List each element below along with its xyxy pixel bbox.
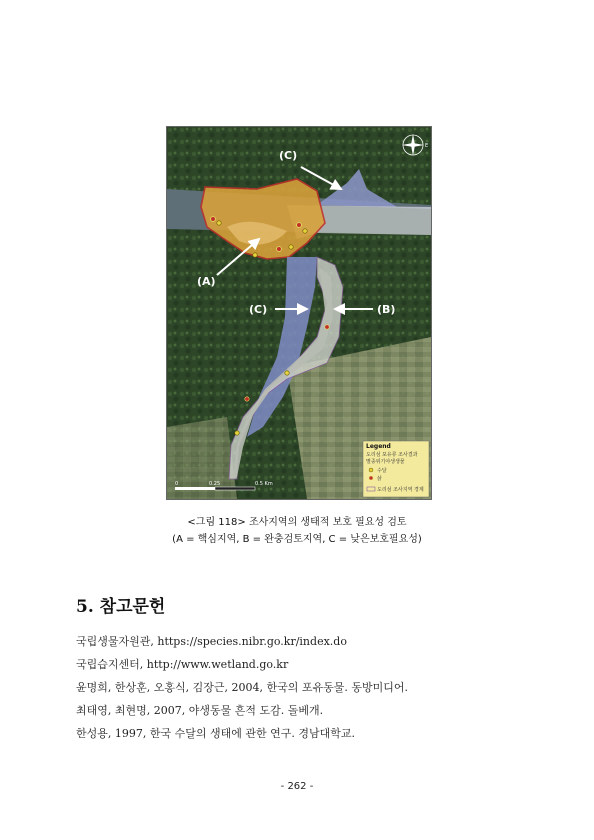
figure-caption-legend: (A = 핵심지역, B = 완충검토지역, C = 낮은보호필요성) — [172, 534, 422, 545]
reference-item: 한성용, 1997, 한국 수달의 생태에 관한 연구. 경남대학교. — [76, 727, 355, 740]
reference-item: 최태영, 최현명, 2007, 야생동물 흔적 도감. 돌베개. — [76, 704, 324, 717]
map-label-c-top: (C) — [279, 149, 298, 162]
reference-item: 국립습지센터, http://www.wetland.go.kr — [76, 658, 289, 671]
map-label-c-middle: (C) — [249, 303, 268, 316]
map-legend — [363, 441, 429, 497]
section-title: 5. 참고문헌 — [76, 597, 166, 617]
map-label-b: (B) — [377, 303, 396, 316]
reference-item: 국립생물자원관, https://species.nibr.go.kr/index.do — [76, 635, 347, 648]
legend-item1: 수달 — [377, 468, 387, 474]
page-number: - 262 - — [280, 781, 314, 792]
reference-item: 윤명희, 한상훈, 오홍식, 김장근, 2004, 한국의 포유동물. 동방미디어. — [76, 681, 408, 694]
scale-label-mid: 0.25 — [209, 481, 221, 487]
map-figure — [166, 126, 432, 500]
scale-label-end: 0.5 Km — [255, 481, 273, 487]
legend-title: Legend — [366, 443, 391, 450]
legend-line1: 도리섬 포유류 조사결과 — [366, 452, 418, 458]
legend-line2: 멸종위기야생생물 — [366, 459, 405, 465]
legend-item3: 도리섬 조사지역 경계 — [377, 487, 424, 493]
reference-list — [76, 636, 408, 751]
compass-letter: E — [425, 143, 429, 149]
legend-item2: 삵 — [377, 476, 382, 482]
figure-caption: <그림 118> 조사지역의 생태적 보호 필요성 검토 — [187, 517, 407, 528]
scale-label-0: 0 — [175, 481, 179, 487]
map-label-a: (A) — [197, 275, 216, 288]
